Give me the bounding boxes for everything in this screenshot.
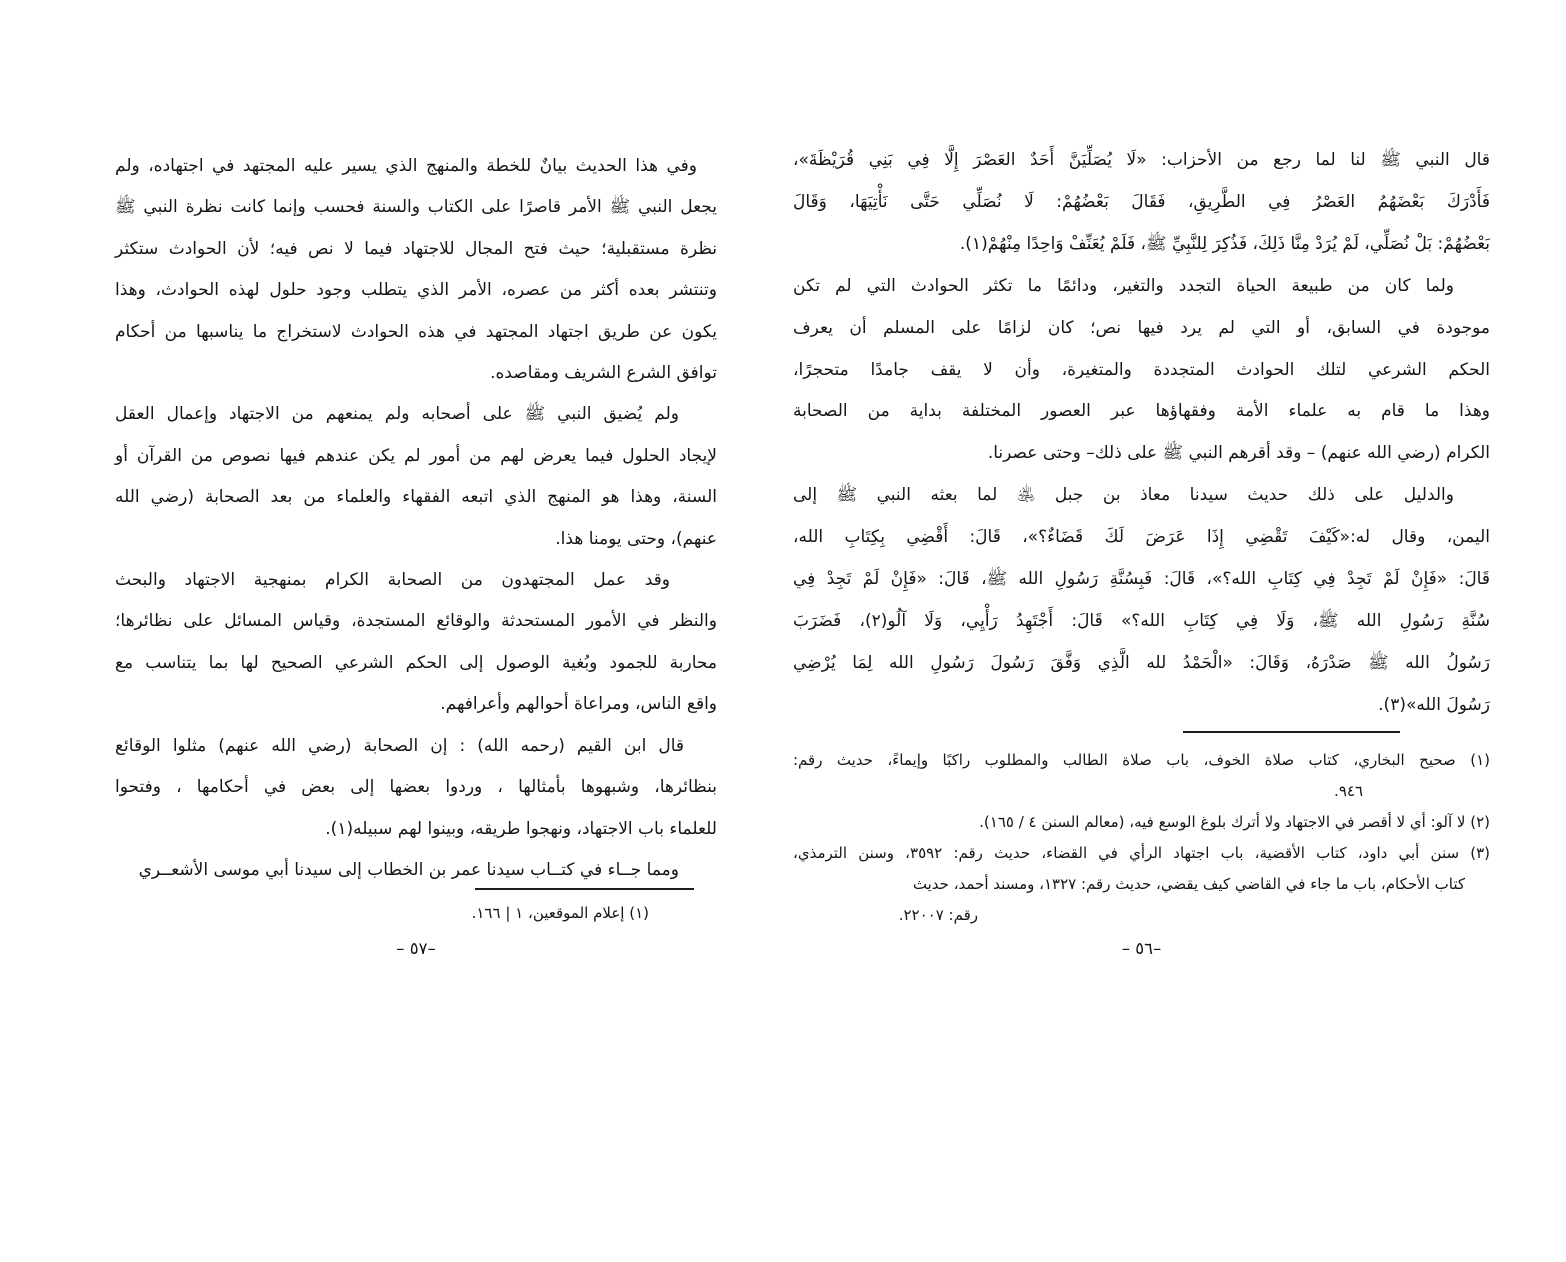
text-line: رَسُولَ الله»(٣).	[1378, 694, 1490, 715]
text-line: قال النبي ﷺ لنا لما رجع من الأحزاب: «لَا يُصَلِّيَنَّ أَحَدٌ العَصْرَ إِلَّا فِي بَنِي قُرَيْظَةَ»،	[793, 150, 1490, 170]
footnote-line: (١) صحيح البخاري، كتاب صلاة الخوف، باب صلاة الطالب والمطلوب راكبًا وإيماءً، حديث رقم:	[793, 751, 1490, 769]
footnote-rule	[475, 888, 694, 890]
text-line: سُنَّةِ رَسُولِ الله ﷺ، وَلَا فِي كِتَابِ الله؟» قَالَ: أَجْتَهِدُ رَأْيِي، وَلَا آلُو(٢)، فَضَرَبَ	[793, 610, 1490, 631]
footnote-line: كتاب الأحكام، باب ما جاء في القاضي كيف يقضي، حديث رقم: ١٣٢٧، ومسند أحمد، حديث	[912, 875, 1465, 893]
text-line: لإيجاد الحلول فيما يعرض لهم من أمور لم يكن عندهم فيها نصوص من القرآن أو	[115, 445, 717, 466]
text-line: رَسُولُ الله ﷺ صَدْرَهُ، وَقَالَ: «الْحَمْدُ لله الَّذِي وَفَّقَ رَسُولَ رَسُولِ الله لِمَا يُرْضِي	[793, 652, 1490, 673]
text-line: عنهم)، وحتى يومنا هذا.	[555, 528, 717, 549]
page-56-body	[793, 140, 1490, 727]
text-line: قال ابن القيم (رحمه الله) : إن الصحابة (رضي الله عنهم) مثلوا الوقائع	[115, 735, 684, 756]
text-line: السنة، وهذا هو المنهج الذي اتبعه الفقهاء والعلماء من بعد الصحابة (رضي الله	[115, 487, 717, 508]
text-line: والنظر في الأمور المستحدثة والوقائع المستجدة، وقياس المسائل على نظائرها؛	[115, 611, 717, 632]
text-line: وتنتشر بعده أكثر من عصره، الأمر الذي يتطلب وجود حلول لهذه الحوادث، وهذا	[115, 280, 717, 301]
footnote-line: رقم: ٢٢٠٠٧.	[898, 906, 978, 924]
footnote-line: (٢) لا آلو: أي لا أقصر في الاجتهاد ولا أترك بلوغ الوسع فيه، (معالم السنن ٤ / ١٦٥).	[979, 813, 1490, 831]
footnotes	[115, 898, 717, 928]
text-line: موجودة في السابق، أو التي لم يرد فيها نص؛ كان لزامًا على المسلم أن يعرف	[793, 317, 1490, 338]
text-line: وقد عمل المجتهدون من الصحابة الكرام بمنهجية الاجتهاد والبحث	[115, 570, 670, 591]
text-line: ولم يُضيق النبي ﷺ على أصحابه ولم يمنعهم من الاجتهاد وإعمال العقل	[115, 404, 679, 425]
text-line: والدليل على ذلك حديث سيدنا معاذ بن جبل ﵁ لما بعثه النبي ﷺ إلى	[793, 485, 1454, 506]
text-line: يكون عن طريق اجتهاد المجتهد في هذه الحوادث لاستخراج ما يناسبها من أحكام	[115, 321, 717, 342]
text-line: قَالَ: «فَإِنْ لَمْ تَجِدْ فِي كِتَابِ الله؟»، قَالَ: فَبِسُنَّةِ رَسُولِ الله ﷺ، قَالَ: «فَإِنْ لَمْ تَجِدْ فِي	[793, 569, 1490, 590]
text-line: اليمن، وقال له:«كَيْفَ تَقْضِي إِذَا عَرَضَ لَكَ قَضَاءٌ؟»، قَالَ: أَقْضِي بِكِتَابِ الله،	[793, 527, 1490, 548]
text-line: محاربة للجمود وبُغية الوصول إلى الحكم الشرعي الصحيح لها بما يتناسب مع	[115, 652, 717, 673]
text-line: للعلماء باب الاجتهاد، ونهجوا طريقه، وبينوا لهم سبيله(١).	[325, 818, 717, 839]
text-line: توافق الشرع الشريف ومقاصده.	[490, 363, 717, 384]
text-line: بَعْضُهُمْ: بَلْ نُصَلِّي، لَمْ يُرَدْ مِنَّا ذَلِكَ، فَذُكِرَ لِلنَّبِيِّ ﷺ، فَلَمْ يُعَنِّفْ وَاحِدًا مِنْهُمْ(١).	[959, 233, 1490, 254]
page-number: –٥٧ –	[396, 939, 436, 958]
text-line: يجعل النبي ﷺ الأمر قاصرًا على الكتاب والسنة فحسب وإنما كانت نظرة النبي ﷺ	[115, 197, 717, 218]
text-line: ولما كان من طبيعة الحياة التجدد والتغير، ودائمًا ما تكثر الحوادث التي لم تكن	[793, 275, 1454, 296]
page-57	[115, 0, 717, 1262]
text-line: واقع الناس، ومراعاة أحوالهم وأعرافهم.	[440, 694, 717, 715]
text-line: وفي هذا الحديث بيانٌ للخطة والمنهج الذي يسير عليه المجتهد في اجتهاده، ولم	[115, 156, 697, 176]
text-line: الحكم الشرعي لتلك الحوادث المتجددة والمتغيرة، وأن لا يقف جامدًا متحجرًا،	[793, 359, 1490, 380]
text-line: بنظائرها، وشبهوها بأمثالها ، وردوا بعضها إلى بعض في أحكامها ، وفتحوا	[115, 777, 717, 798]
footnote-rule	[1183, 731, 1400, 733]
text-line: فَأَدْرَكَ بَعْضَهُمُ العَصْرُ فِي الطَّرِيقِ، فَقَالَ بَعْضُهُمْ: لَا نُصَلِّي حَتَّى نَأْتِيَهَا، وَقَالَ	[793, 191, 1490, 212]
footnote-line: ٩٤٦.	[1334, 782, 1363, 800]
page-56	[793, 0, 1490, 1262]
footnote-line: (١) إعلام الموقعين، ١ | ١٦٦.	[471, 904, 649, 922]
page-57-body	[115, 146, 717, 891]
text-line: وهذا ما قام به علماء الأمة وفقهاؤها عبر العصور المختلفة بداية من الصحابة	[793, 401, 1490, 422]
text-line: الكرام (رضي الله عنهم) – وقد أقرهم النبي ﷺ على ذلك– وحتى عصرنا.	[987, 443, 1490, 464]
footnote-line: (٣) سنن أبي داود، كتاب الأقضية، باب اجتهاد الرأي في القضاء، حديث رقم: ٣٥٩٢، وسنن الترمذي،	[793, 844, 1490, 862]
text-line: نظرة مستقبلية؛ حيث فتح المجال للاجتهاد فيما لا نص فيه؛ لأن الحوادث ستكثر	[115, 238, 717, 259]
footnotes	[793, 745, 1490, 931]
page-number: –٥٦ –	[1121, 939, 1162, 958]
text-line: ومما جــاء في كتــاب سيدنا عمر بن الخطاب إلى سيدنا أبي موسى الأشعــري	[138, 859, 679, 880]
